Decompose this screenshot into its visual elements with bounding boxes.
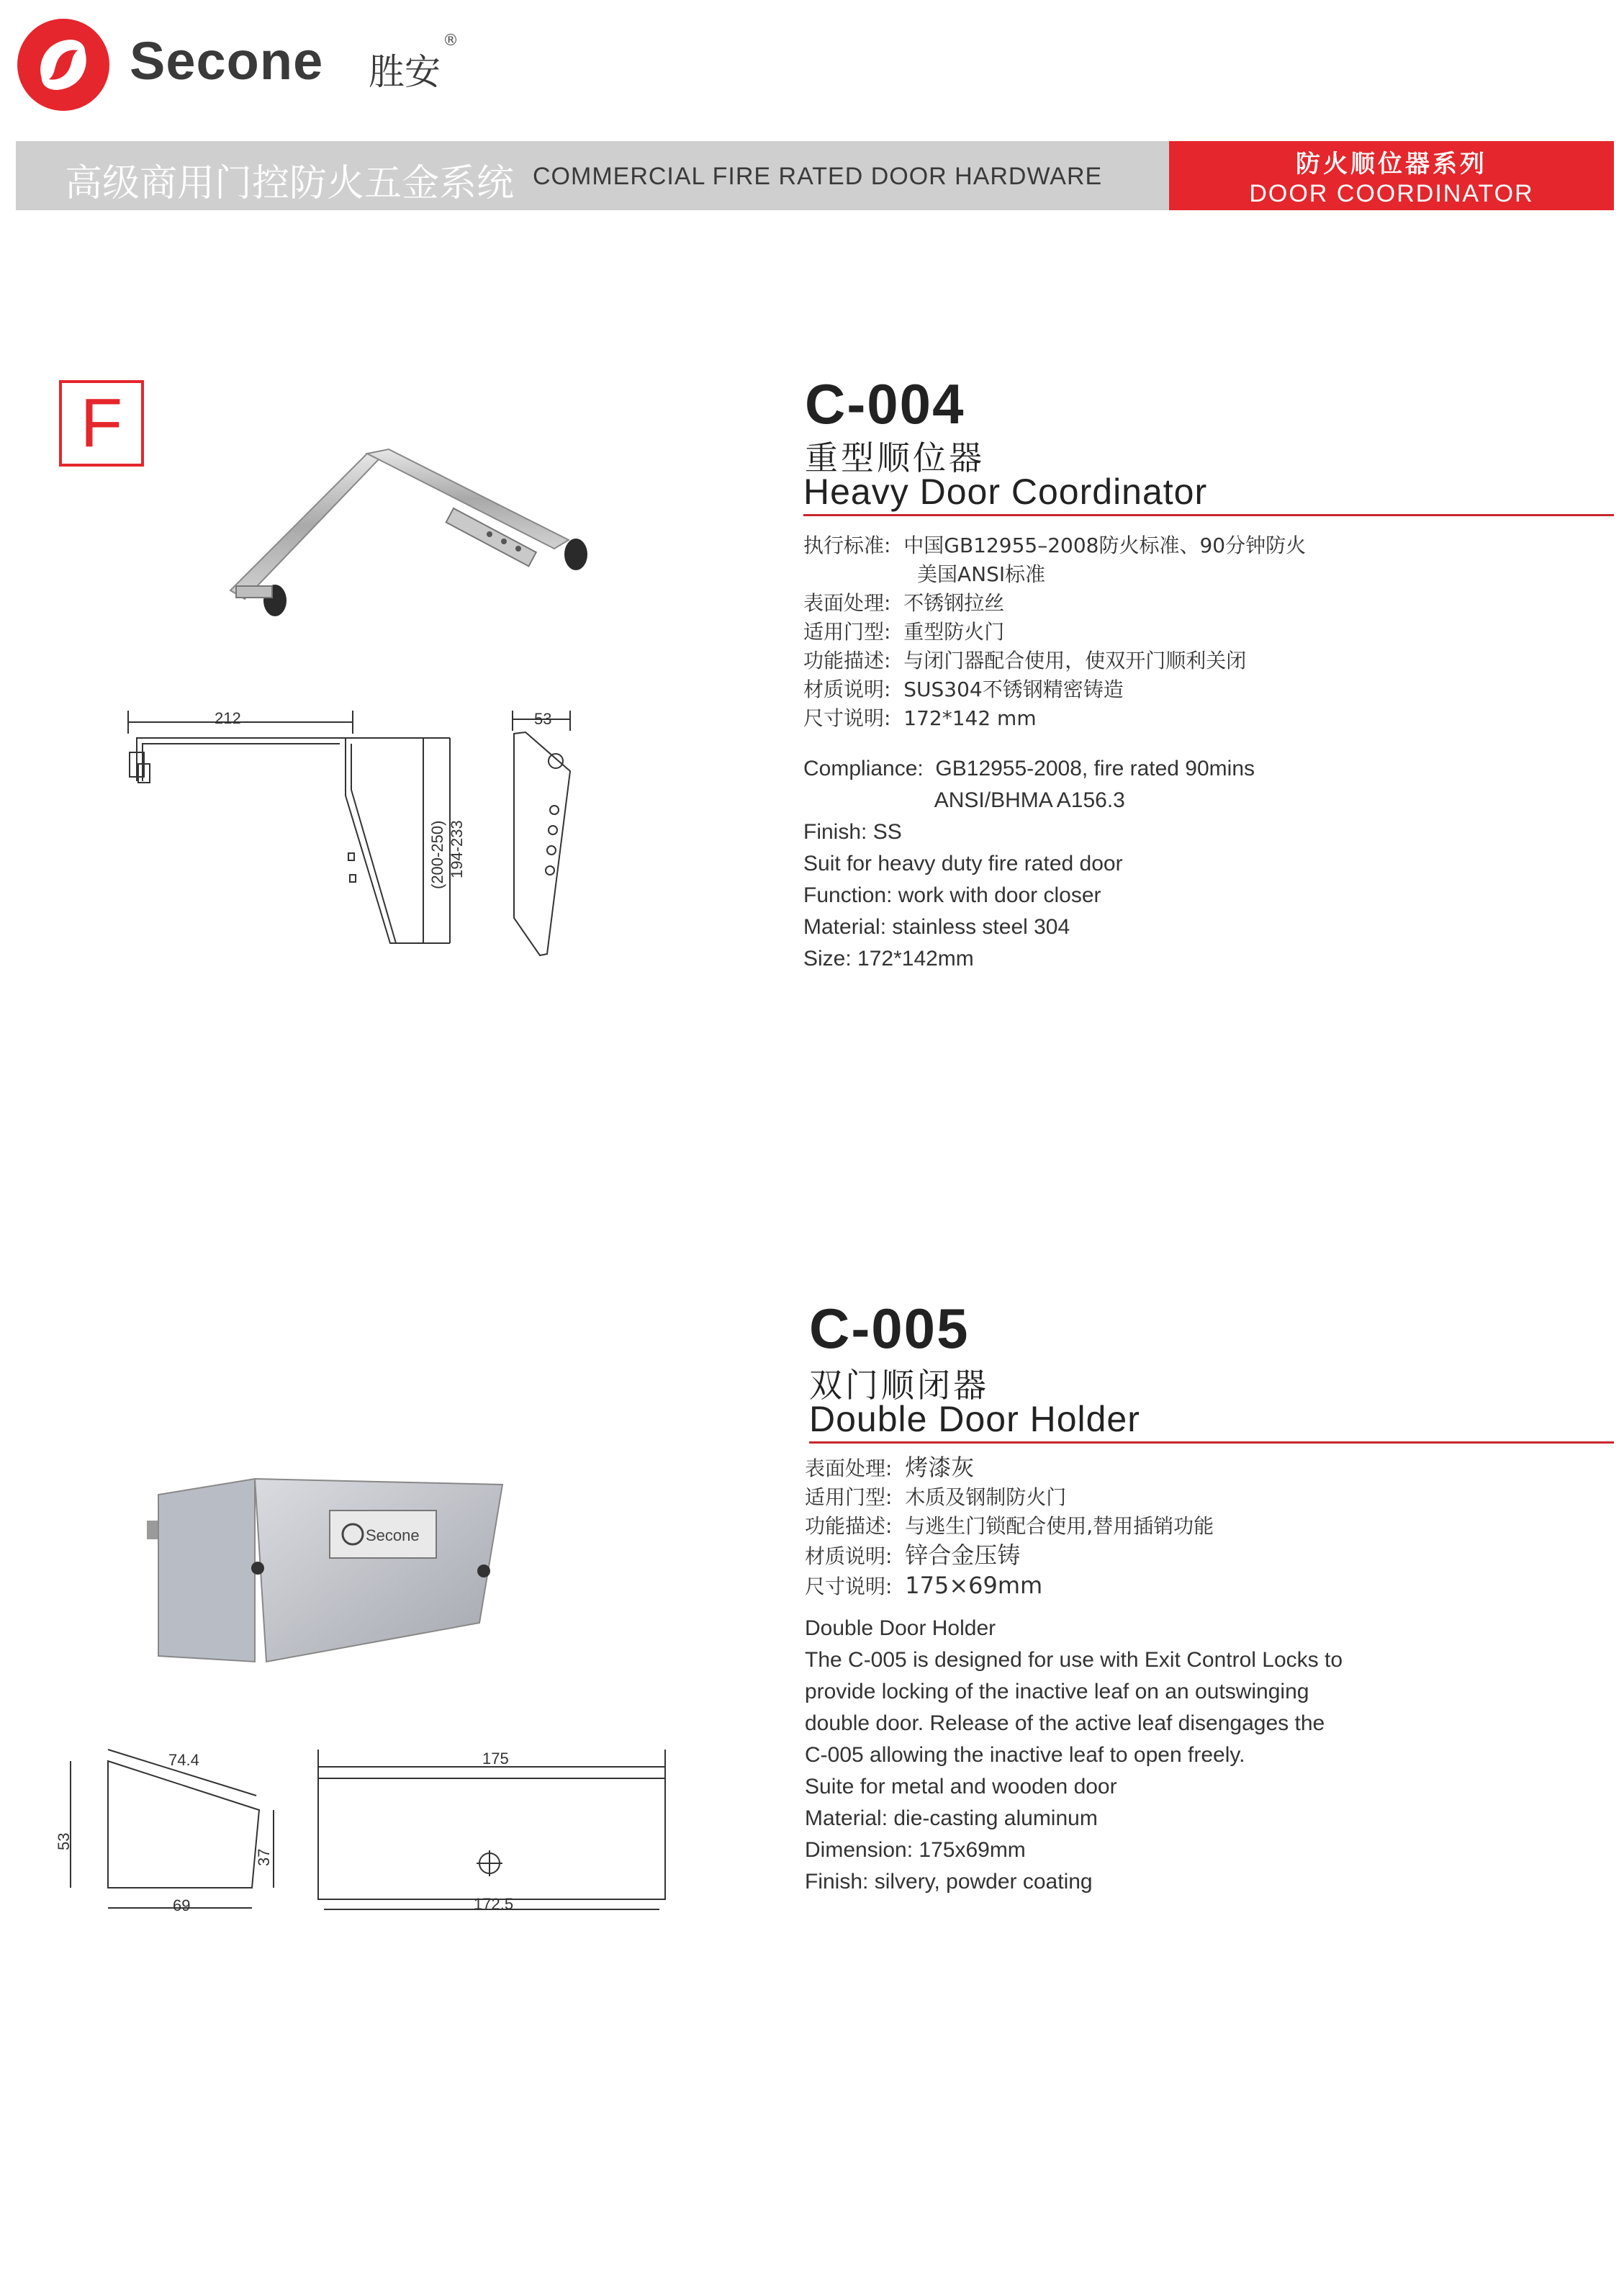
c005-code: C-005 xyxy=(809,1297,970,1360)
c004-front-drawing xyxy=(108,702,482,961)
spec-line: 适用门型: 重型防火门 xyxy=(803,620,1005,644)
registered-mark: ® xyxy=(443,32,459,50)
c005-bottom-width-label: 69 xyxy=(173,1896,191,1914)
spec-line: Double Door Holder xyxy=(805,1616,996,1640)
spec-line: 功能描述: 与闭门器配合使用，使双开门顺利关闭 xyxy=(803,649,1247,672)
c004-divider xyxy=(803,514,1614,516)
spec-line: Compliance: GB12955-2008, fire rated 90mins xyxy=(803,757,1255,780)
c005-slope-label: 74.4 xyxy=(168,1751,199,1769)
spec-line: 尺寸说明: 172*142 mm xyxy=(803,706,1037,730)
spec-line: The C-005 is designed for use with Exit Control Locks to xyxy=(805,1648,1343,1672)
c005-product-photo xyxy=(137,1469,511,1685)
c005-divider xyxy=(809,1441,1614,1444)
spec-line: Suite for metal and wooden door xyxy=(805,1775,1117,1798)
brand-name-cn: 胜安 xyxy=(369,51,441,93)
spec-line: 表面处理: 不锈钢拉丝 xyxy=(803,591,1005,615)
brand-name: Secone xyxy=(130,31,324,91)
c004-height-label: 194-233 xyxy=(448,820,466,878)
spec-line: 功能描述: 与逃生门锁配合使用,替用插销功能 xyxy=(805,1514,1214,1538)
spec-line: Finish: SS xyxy=(803,820,902,844)
spec-line: 美国ANSI标准 xyxy=(917,562,1046,586)
c005-inner-length-label: 172.5 xyxy=(474,1895,514,1913)
spec-line: Suit for heavy duty fire rated door xyxy=(803,852,1123,875)
spec-line: Finish: silvery, powder coating xyxy=(805,1870,1093,1894)
c005-specs-en xyxy=(805,1613,1343,1898)
spec-line: 适用门型: 木质及钢制防火门 xyxy=(805,1485,1067,1509)
c004-depth-label: 53 xyxy=(534,710,552,728)
c005-plate-label: Secone xyxy=(366,1526,420,1544)
spec-line: provide locking of the inactive leaf on an outswinging xyxy=(805,1680,1309,1703)
tagline-en: COMMERCIAL FIRE RATED DOOR HARDWARE xyxy=(533,163,1103,190)
c005-name-cn: 双门顺闭器 xyxy=(809,1366,989,1405)
c004-width-label: 212 xyxy=(215,709,241,727)
spec-line: Size: 172*142mm xyxy=(803,947,974,971)
c004-product-photo xyxy=(216,439,619,641)
series-title-en: DOOR COORDINATOR xyxy=(1249,180,1534,207)
spec-line: ANSI/BHMA A156.3 xyxy=(803,788,1125,812)
spec-line: Material: stainless steel 304 xyxy=(803,915,1070,939)
series-title-cn: 防火顺位器系列 xyxy=(1296,150,1487,179)
c004-code: C-004 xyxy=(805,372,965,436)
c005-specs-cn xyxy=(805,1453,1214,1601)
spec-line: 尺寸说明: 175×69mm xyxy=(805,1572,1043,1599)
spec-line: 表面处理: 烤漆灰 xyxy=(805,1454,975,1481)
spec-line: C-005 allowing the inactive leaf to open freely. xyxy=(805,1743,1245,1767)
tagline-cn: 高级商用门控防火五金系统 xyxy=(65,162,515,205)
spec-line: Function: work with door closer xyxy=(803,883,1101,907)
spec-line: Material: die-casting aluminum xyxy=(805,1806,1098,1830)
spec-line: 材质说明: SUS304不锈钢精密铸造 xyxy=(803,677,1124,701)
c005-name-en: Double Door Holder xyxy=(809,1399,1140,1439)
fire-rated-badge-icon: F xyxy=(59,380,144,467)
secone-logo-icon xyxy=(14,16,112,114)
c004-side-drawing xyxy=(504,702,590,961)
spec-line: 材质说明: 锌合金压铸 xyxy=(805,1541,1021,1569)
c005-right-height-label: 37 xyxy=(255,1848,273,1866)
c004-height-range-label: (200-250) xyxy=(428,820,446,889)
c004-specs-cn xyxy=(803,531,1306,733)
spec-line: double door. Release of the active leaf disengages the xyxy=(805,1711,1325,1735)
c005-length-label: 175 xyxy=(482,1750,509,1768)
c004-name-en: Heavy Door Coordinator xyxy=(803,472,1208,512)
spec-line: 执行标准: 中国GB12955–2008防火标准、90分钟防火 xyxy=(803,534,1307,557)
c005-left-height-label: 53 xyxy=(55,1832,73,1850)
spec-line: Dimension: 175x69mm xyxy=(805,1838,1026,1862)
c004-name-cn: 重型顺位器 xyxy=(805,438,985,477)
c004-specs-en xyxy=(803,753,1255,975)
